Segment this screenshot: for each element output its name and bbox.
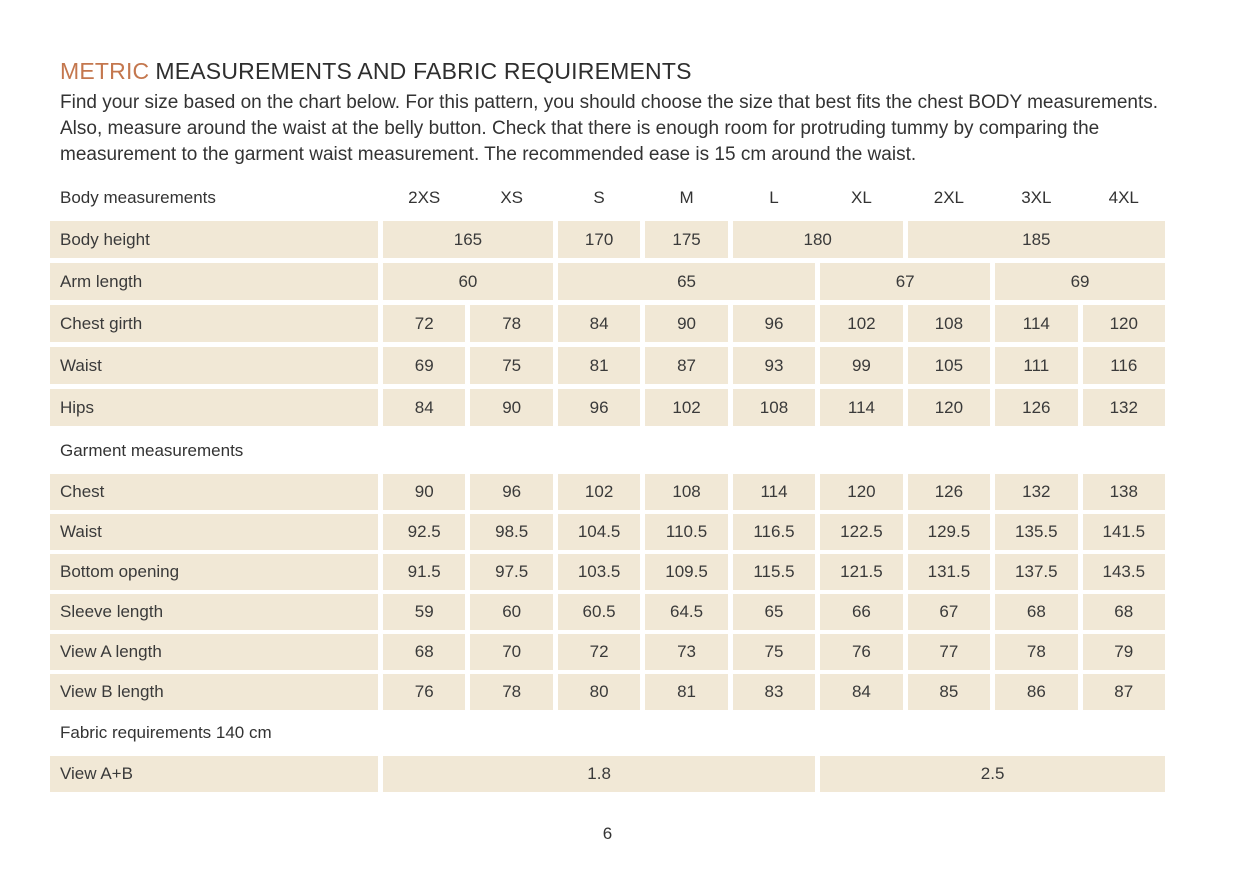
value-cell: 103.5 <box>558 554 640 590</box>
value-cell: 81 <box>558 347 640 384</box>
value-cell: 68 <box>383 634 465 670</box>
measurement-table <box>50 184 1165 792</box>
table-row <box>50 674 1165 710</box>
size-header-label: Body measurements <box>60 188 216 207</box>
size-column-header: S <box>593 188 605 207</box>
value-cell: 59 <box>383 594 465 630</box>
value-cell: 92.5 <box>383 514 465 550</box>
table-row <box>50 594 1165 630</box>
value-cell: 110.5 <box>645 514 727 550</box>
value-cell: 75 <box>733 634 815 670</box>
table-row <box>50 305 1165 342</box>
row-label: Bottom opening <box>50 554 378 590</box>
value-cell: 87 <box>1083 674 1165 710</box>
section-heading: Fabric requirements 140 cm <box>60 723 272 742</box>
row-label: View A+B <box>50 756 378 792</box>
row-label: Waist <box>50 514 378 550</box>
value-cell: 90 <box>470 389 552 426</box>
value-cell: 72 <box>558 634 640 670</box>
value-cell: 116.5 <box>733 514 815 550</box>
page-title-rest: MEASUREMENTS AND FABRIC REQUIREMENTS <box>155 58 692 84</box>
value-cell: 60.5 <box>558 594 640 630</box>
value-cell: 79 <box>1083 634 1165 670</box>
table-row <box>50 756 1165 792</box>
value-cell: 141.5 <box>1083 514 1165 550</box>
size-column-header: 4XL <box>1108 188 1139 207</box>
size-column-header: XL <box>851 188 872 207</box>
value-cell: 111 <box>995 347 1077 384</box>
row-label: Waist <box>50 347 378 384</box>
row-label: Body height <box>50 221 378 258</box>
value-cell: 65 <box>558 263 815 300</box>
size-column-header: 2XL <box>933 188 964 207</box>
value-cell: 114 <box>733 474 815 510</box>
value-cell: 67 <box>908 594 990 630</box>
value-cell: 85 <box>908 674 990 710</box>
size-column-header: L <box>769 188 779 207</box>
value-cell: 87 <box>645 347 727 384</box>
section-heading: Garment measurements <box>60 441 244 460</box>
row-label: Sleeve length <box>50 594 378 630</box>
size-column-header: M <box>679 188 694 207</box>
value-cell: 80 <box>558 674 640 710</box>
value-cell: 64.5 <box>645 594 727 630</box>
row-label: Chest <box>50 474 378 510</box>
value-cell: 1.8 <box>383 756 815 792</box>
value-cell: 69 <box>383 347 465 384</box>
value-cell: 102 <box>820 305 902 342</box>
value-cell: 137.5 <box>995 554 1077 590</box>
value-cell: 108 <box>908 305 990 342</box>
table-row <box>50 474 1165 510</box>
size-column-header: 3XL <box>1021 188 1052 207</box>
value-cell: 78 <box>470 305 552 342</box>
value-cell: 90 <box>383 474 465 510</box>
value-cell: 77 <box>908 634 990 670</box>
table-section-fabric <box>50 722 1165 792</box>
table-row <box>50 634 1165 670</box>
table-section-garment <box>50 440 1165 710</box>
value-cell: 96 <box>733 305 815 342</box>
table-section-body <box>50 221 1165 426</box>
table-row <box>50 514 1165 550</box>
page-title-accent: METRIC <box>60 58 150 84</box>
value-cell: 165 <box>383 221 553 258</box>
value-cell: 73 <box>645 634 727 670</box>
row-label: View A length <box>50 634 378 670</box>
value-cell: 66 <box>820 594 902 630</box>
value-cell: 83 <box>733 674 815 710</box>
value-cell: 135.5 <box>995 514 1077 550</box>
value-cell: 68 <box>995 594 1077 630</box>
value-cell: 72 <box>383 305 465 342</box>
value-cell: 102 <box>558 474 640 510</box>
value-cell: 121.5 <box>820 554 902 590</box>
value-cell: 60 <box>383 263 553 300</box>
value-cell: 84 <box>820 674 902 710</box>
page-number: 6 <box>602 824 613 843</box>
value-cell: 96 <box>470 474 552 510</box>
value-cell: 114 <box>995 305 1077 342</box>
table-row <box>50 347 1165 384</box>
value-cell: 126 <box>908 474 990 510</box>
value-cell: 132 <box>1083 389 1165 426</box>
page-title <box>60 56 1165 86</box>
value-cell: 69 <box>995 263 1165 300</box>
value-cell: 122.5 <box>820 514 902 550</box>
value-cell: 105 <box>908 347 990 384</box>
value-cell: 86 <box>995 674 1077 710</box>
value-cell: 120 <box>820 474 902 510</box>
value-cell: 109.5 <box>645 554 727 590</box>
table-row <box>50 389 1165 426</box>
row-label: Hips <box>50 389 378 426</box>
value-cell: 68 <box>1083 594 1165 630</box>
value-cell: 75 <box>470 347 552 384</box>
value-cell: 81 <box>645 674 727 710</box>
value-cell: 76 <box>383 674 465 710</box>
row-label: Chest girth <box>50 305 378 342</box>
table-row <box>50 263 1165 300</box>
value-cell: 104.5 <box>558 514 640 550</box>
value-cell: 132 <box>995 474 1077 510</box>
value-cell: 116 <box>1083 347 1165 384</box>
value-cell: 65 <box>733 594 815 630</box>
value-cell: 84 <box>383 389 465 426</box>
value-cell: 98.5 <box>470 514 552 550</box>
value-cell: 97.5 <box>470 554 552 590</box>
row-label: Arm length <box>50 263 378 300</box>
value-cell: 78 <box>995 634 1077 670</box>
value-cell: 78 <box>470 674 552 710</box>
value-cell: 96 <box>558 389 640 426</box>
value-cell: 120 <box>908 389 990 426</box>
value-cell: 102 <box>645 389 727 426</box>
size-column-header: 2XS <box>408 188 441 207</box>
value-cell: 108 <box>645 474 727 510</box>
value-cell: 115.5 <box>733 554 815 590</box>
value-cell: 91.5 <box>383 554 465 590</box>
row-label: View B length <box>50 674 378 710</box>
table-row <box>50 221 1165 258</box>
value-cell: 76 <box>820 634 902 670</box>
value-cell: 90 <box>645 305 727 342</box>
value-cell: 84 <box>558 305 640 342</box>
value-cell: 170 <box>558 221 640 258</box>
value-cell: 131.5 <box>908 554 990 590</box>
value-cell: 138 <box>1083 474 1165 510</box>
value-cell: 143.5 <box>1083 554 1165 590</box>
value-cell: 175 <box>645 221 727 258</box>
value-cell: 120 <box>1083 305 1165 342</box>
value-cell: 185 <box>908 221 1165 258</box>
value-cell: 93 <box>733 347 815 384</box>
value-cell: 129.5 <box>908 514 990 550</box>
size-column-header: XS <box>500 188 523 207</box>
table-row <box>50 554 1165 590</box>
value-cell: 99 <box>820 347 902 384</box>
value-cell: 108 <box>733 389 815 426</box>
value-cell: 114 <box>820 389 902 426</box>
size-header-row <box>50 184 1165 212</box>
intro-paragraph: Find your size based on the chart below. For this pattern, you should choose the size that best fits the chest BODY measurements. Also, measure around the waist at the belly button. Check that there is enough room for protruding tummy by comparing the measurement to the garment waist measurement. The recommended ease is 15 cm around the waist. <box>60 92 1159 165</box>
value-cell: 2.5 <box>820 756 1165 792</box>
value-cell: 67 <box>820 263 990 300</box>
value-cell: 180 <box>733 221 903 258</box>
value-cell: 126 <box>995 389 1077 426</box>
value-cell: 60 <box>470 594 552 630</box>
value-cell: 70 <box>470 634 552 670</box>
